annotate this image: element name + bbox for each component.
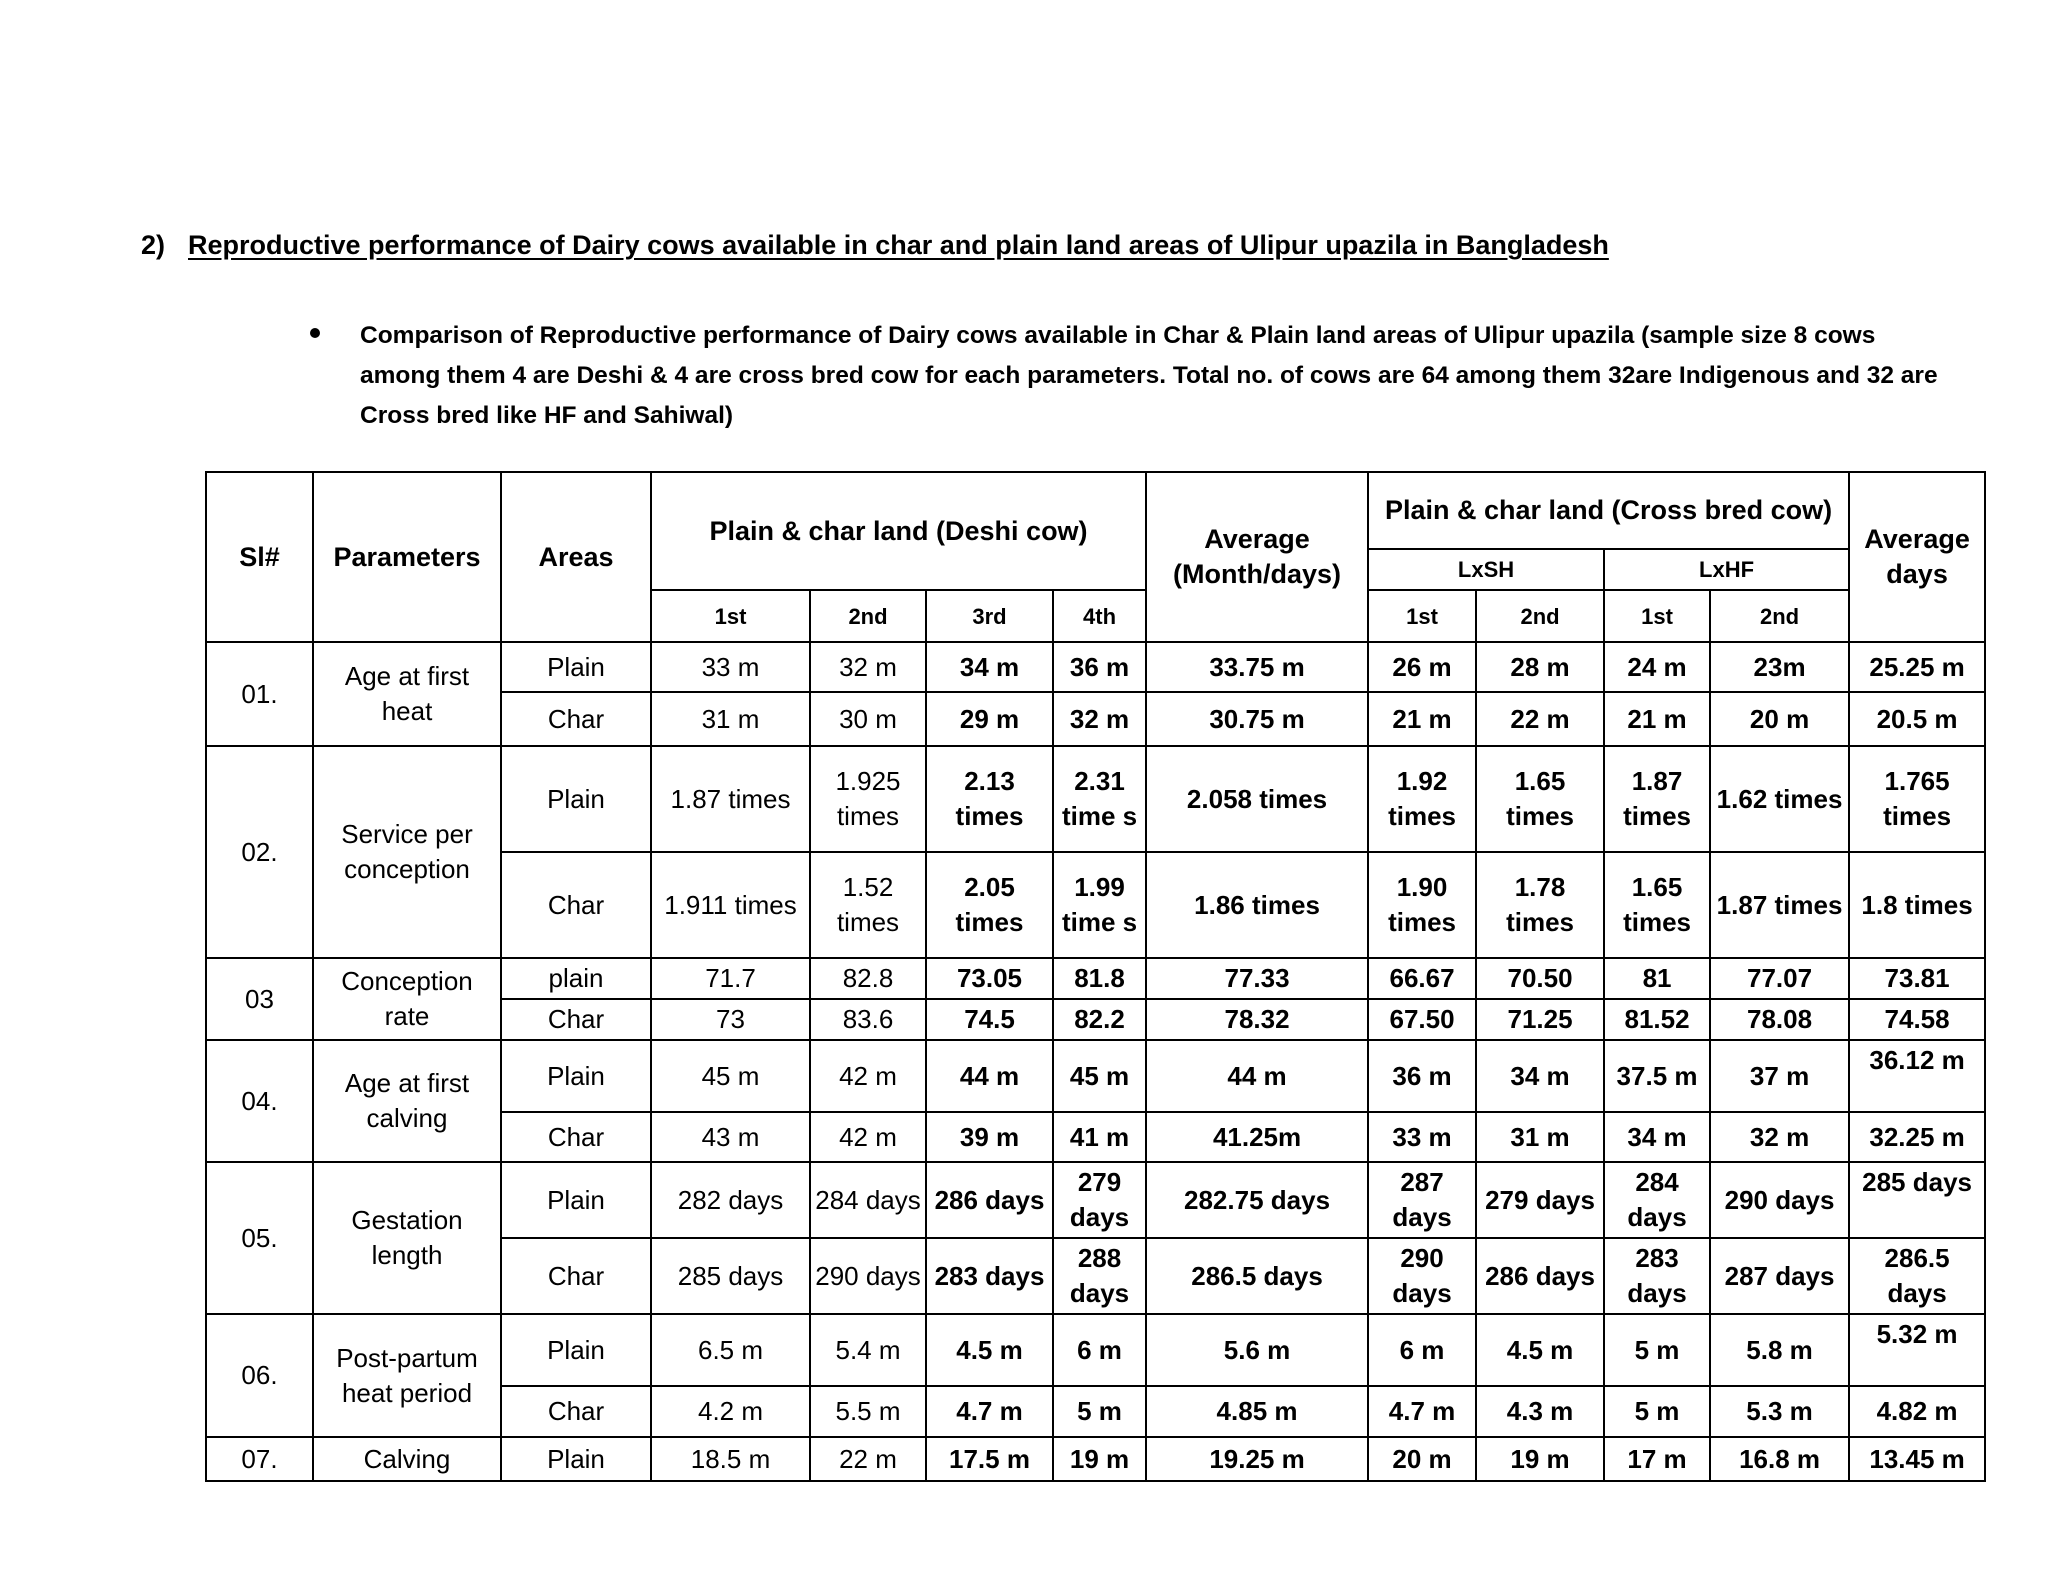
- row-area: Plain: [501, 1314, 651, 1386]
- row-parameter: Age at first heat: [313, 642, 501, 746]
- deshi-average-cell: 30.75 m: [1146, 692, 1368, 746]
- section-number: 2): [141, 230, 166, 260]
- deshi-value-cell: 5.4 m: [810, 1314, 926, 1386]
- col-header-parameters: Parameters: [313, 472, 501, 642]
- cross-value-cell: 1.92 times: [1368, 746, 1476, 852]
- cross-value-cell: 34 m: [1476, 1040, 1604, 1112]
- cross-value-cell: 70.50: [1476, 958, 1604, 999]
- deshi-value-cell: 285 days: [651, 1238, 810, 1314]
- deshi-value-cell: 29 m: [926, 692, 1053, 746]
- bullet-icon: [310, 328, 320, 338]
- deshi-value-cell: 41 m: [1053, 1112, 1146, 1162]
- deshi-value-cell: 18.5 m: [651, 1437, 810, 1481]
- row-area: Char: [501, 852, 651, 958]
- deshi-value-cell: 43 m: [651, 1112, 810, 1162]
- row-parameter: Service per conception: [313, 746, 501, 958]
- row-sl-number: 04.: [206, 1040, 313, 1162]
- table-row: [206, 1162, 1985, 1238]
- table-row: [206, 746, 1985, 852]
- col-header-deshi-4th: 4th: [1053, 590, 1146, 642]
- deshi-value-cell: 1.52 times: [810, 852, 926, 958]
- cross-value-cell: 284 days: [1604, 1162, 1710, 1238]
- cross-value-cell: 81: [1604, 958, 1710, 999]
- deshi-value-cell: 5.5 m: [810, 1386, 926, 1437]
- cross-value-cell: 66.67: [1368, 958, 1476, 999]
- deshi-average-cell: 19.25 m: [1146, 1437, 1368, 1481]
- deshi-value-cell: 71.7: [651, 958, 810, 999]
- cross-value-cell: 20 m: [1710, 692, 1849, 746]
- deshi-value-cell: 284 days: [810, 1162, 926, 1238]
- deshi-value-cell: 45 m: [1053, 1040, 1146, 1112]
- cross-value-cell: 16.8 m: [1710, 1437, 1849, 1481]
- cross-average-cell: 13.45 m: [1849, 1437, 1985, 1481]
- deshi-value-cell: 36 m: [1053, 642, 1146, 692]
- cross-average-cell: 5.32 m: [1849, 1314, 1985, 1386]
- deshi-value-cell: 2.31 time s: [1053, 746, 1146, 852]
- deshi-value-cell: 6 m: [1053, 1314, 1146, 1386]
- cross-value-cell: 4.7 m: [1368, 1386, 1476, 1437]
- cross-average-cell: 286.5 days: [1849, 1238, 1985, 1314]
- cross-value-cell: 287 days: [1710, 1238, 1849, 1314]
- row-sl-number: 02.: [206, 746, 313, 958]
- row-parameter: Gestation length: [313, 1162, 501, 1314]
- cross-value-cell: 4.3 m: [1476, 1386, 1604, 1437]
- table-row: [206, 1040, 1985, 1112]
- cross-value-cell: 21 m: [1604, 692, 1710, 746]
- deshi-value-cell: 83.6: [810, 999, 926, 1040]
- bullet-note: [310, 316, 1950, 436]
- row-parameter: Calving: [313, 1437, 501, 1481]
- deshi-value-cell: 31 m: [651, 692, 810, 746]
- cross-average-cell: 36.12 m: [1849, 1040, 1985, 1112]
- header-row-1: [206, 472, 1985, 549]
- col-header-deshi-2nd: 2nd: [810, 590, 926, 642]
- table-row: [206, 1314, 1985, 1386]
- col-header-lxhf-1st: 1st: [1604, 590, 1710, 642]
- cross-value-cell: 286 days: [1476, 1238, 1604, 1314]
- deshi-value-cell: 283 days: [926, 1238, 1053, 1314]
- cross-value-cell: 77.07: [1710, 958, 1849, 999]
- deshi-value-cell: 282 days: [651, 1162, 810, 1238]
- deshi-value-cell: 74.5: [926, 999, 1053, 1040]
- deshi-average-cell: 286.5 days: [1146, 1238, 1368, 1314]
- deshi-value-cell: 1.911 times: [651, 852, 810, 958]
- cross-average-cell: 73.81: [1849, 958, 1985, 999]
- deshi-value-cell: 1.925 times: [810, 746, 926, 852]
- cross-average-cell: 20.5 m: [1849, 692, 1985, 746]
- reproductive-performance-table: [205, 471, 1986, 1482]
- deshi-value-cell: 17.5 m: [926, 1437, 1053, 1481]
- cross-value-cell: 32 m: [1710, 1112, 1849, 1162]
- cross-value-cell: 290 days: [1368, 1238, 1476, 1314]
- cross-value-cell: 28 m: [1476, 642, 1604, 692]
- row-sl-number: 06.: [206, 1314, 313, 1437]
- deshi-average-cell: 282.75 days: [1146, 1162, 1368, 1238]
- deshi-value-cell: 34 m: [926, 642, 1053, 692]
- cross-value-cell: 81.52: [1604, 999, 1710, 1040]
- deshi-value-cell: 42 m: [810, 1040, 926, 1112]
- deshi-value-cell: 42 m: [810, 1112, 926, 1162]
- deshi-value-cell: 45 m: [651, 1040, 810, 1112]
- cross-value-cell: 4.5 m: [1476, 1314, 1604, 1386]
- cross-value-cell: 20 m: [1368, 1437, 1476, 1481]
- cross-value-cell: 24 m: [1604, 642, 1710, 692]
- cross-average-cell: 1.8 times: [1849, 852, 1985, 958]
- col-header-lxhf-2nd: 2nd: [1710, 590, 1849, 642]
- col-header-lxsh: LxSH: [1368, 549, 1604, 590]
- deshi-value-cell: 6.5 m: [651, 1314, 810, 1386]
- cross-average-cell: 1.765 times: [1849, 746, 1985, 852]
- section-heading: [141, 230, 1609, 261]
- deshi-value-cell: 44 m: [926, 1040, 1053, 1112]
- deshi-value-cell: 30 m: [810, 692, 926, 746]
- deshi-value-cell: 32 m: [810, 642, 926, 692]
- cross-value-cell: 26 m: [1368, 642, 1476, 692]
- row-area: Char: [501, 999, 651, 1040]
- cross-value-cell: 17 m: [1604, 1437, 1710, 1481]
- deshi-value-cell: 19 m: [1053, 1437, 1146, 1481]
- deshi-value-cell: 81.8: [1053, 958, 1146, 999]
- cross-value-cell: 5 m: [1604, 1314, 1710, 1386]
- row-area: Char: [501, 1112, 651, 1162]
- cross-value-cell: 67.50: [1368, 999, 1476, 1040]
- deshi-average-cell: 77.33: [1146, 958, 1368, 999]
- deshi-value-cell: 73: [651, 999, 810, 1040]
- cross-value-cell: 19 m: [1476, 1437, 1604, 1481]
- deshi-value-cell: 1.99 time s: [1053, 852, 1146, 958]
- col-header-deshi-group: Plain & char land (Deshi cow): [651, 472, 1146, 590]
- row-sl-number: 03: [206, 958, 313, 1040]
- row-area: Char: [501, 1238, 651, 1314]
- col-header-areas: Areas: [501, 472, 651, 642]
- col-header-lxsh-1st: 1st: [1368, 590, 1476, 642]
- cross-value-cell: 21 m: [1368, 692, 1476, 746]
- deshi-value-cell: 39 m: [926, 1112, 1053, 1162]
- cross-value-cell: 71.25: [1476, 999, 1604, 1040]
- deshi-value-cell: 288 days: [1053, 1238, 1146, 1314]
- col-header-lxhf: LxHF: [1604, 549, 1849, 590]
- cross-value-cell: 34 m: [1604, 1112, 1710, 1162]
- cross-value-cell: 287 days: [1368, 1162, 1476, 1238]
- col-header-sl: Sl#: [206, 472, 313, 642]
- row-area: Plain: [501, 642, 651, 692]
- cross-average-cell: 4.82 m: [1849, 1386, 1985, 1437]
- cross-value-cell: 1.78 times: [1476, 852, 1604, 958]
- deshi-average-cell: 5.6 m: [1146, 1314, 1368, 1386]
- deshi-value-cell: 290 days: [810, 1238, 926, 1314]
- row-area: Char: [501, 1386, 651, 1437]
- cross-value-cell: 37.5 m: [1604, 1040, 1710, 1112]
- deshi-value-cell: 4.5 m: [926, 1314, 1053, 1386]
- deshi-value-cell: 73.05: [926, 958, 1053, 999]
- cross-value-cell: 1.87 times: [1604, 746, 1710, 852]
- row-area: Plain: [501, 1437, 651, 1481]
- cross-value-cell: 5.8 m: [1710, 1314, 1849, 1386]
- deshi-value-cell: 82.2: [1053, 999, 1146, 1040]
- table-row: [206, 958, 1985, 999]
- deshi-value-cell: 4.2 m: [651, 1386, 810, 1437]
- cross-value-cell: 5 m: [1604, 1386, 1710, 1437]
- cross-value-cell: 1.65 times: [1476, 746, 1604, 852]
- cross-average-cell: 32.25 m: [1849, 1112, 1985, 1162]
- col-header-deshi-1st: 1st: [651, 590, 810, 642]
- cross-value-cell: 78.08: [1710, 999, 1849, 1040]
- row-sl-number: 01.: [206, 642, 313, 746]
- cross-value-cell: 23m: [1710, 642, 1849, 692]
- deshi-value-cell: 32 m: [1053, 692, 1146, 746]
- deshi-average-cell: 41.25m: [1146, 1112, 1368, 1162]
- cross-average-cell: 285 days: [1849, 1162, 1985, 1238]
- col-header-average-deshi: Average (Month/days): [1146, 472, 1368, 642]
- row-area: plain: [501, 958, 651, 999]
- cross-value-cell: 33 m: [1368, 1112, 1476, 1162]
- deshi-average-cell: 78.32: [1146, 999, 1368, 1040]
- deshi-value-cell: 82.8: [810, 958, 926, 999]
- row-parameter: Post-partum heat period: [313, 1314, 501, 1437]
- cross-value-cell: 6 m: [1368, 1314, 1476, 1386]
- deshi-value-cell: 33 m: [651, 642, 810, 692]
- deshi-value-cell: 5 m: [1053, 1386, 1146, 1437]
- cross-value-cell: 290 days: [1710, 1162, 1849, 1238]
- cross-value-cell: 1.62 times: [1710, 746, 1849, 852]
- cross-value-cell: 22 m: [1476, 692, 1604, 746]
- table-row: [206, 642, 1985, 692]
- col-header-lxsh-2nd: 2nd: [1476, 590, 1604, 642]
- row-parameter: Conception rate: [313, 958, 501, 1040]
- cross-value-cell: 283 days: [1604, 1238, 1710, 1314]
- deshi-average-cell: 4.85 m: [1146, 1386, 1368, 1437]
- col-header-average-cross: Average days: [1849, 472, 1985, 642]
- row-area: Plain: [501, 1162, 651, 1238]
- cross-value-cell: 5.3 m: [1710, 1386, 1849, 1437]
- row-area: Plain: [501, 746, 651, 852]
- deshi-average-cell: 1.86 times: [1146, 852, 1368, 958]
- row-sl-number: 07.: [206, 1437, 313, 1481]
- deshi-value-cell: 286 days: [926, 1162, 1053, 1238]
- deshi-value-cell: 4.7 m: [926, 1386, 1053, 1437]
- deshi-value-cell: 279 days: [1053, 1162, 1146, 1238]
- cross-value-cell: 1.90 times: [1368, 852, 1476, 958]
- row-parameter: Age at first calving: [313, 1040, 501, 1162]
- cross-value-cell: 1.65 times: [1604, 852, 1710, 958]
- deshi-value-cell: 2.13 times: [926, 746, 1053, 852]
- note-text: Comparison of Reproductive performance of Dairy cows available in Char & Plain land areas of Ulipur upazila (sample size 8 cows among them 4 are Deshi & 4 are cross bred cow for each parameters. Total no. of cows are 64 among them 32are Indigenous and 32 are Cross bred like HF and Sahiwal): [360, 322, 1938, 429]
- row-area: Plain: [501, 1040, 651, 1112]
- cross-average-cell: 74.58: [1849, 999, 1985, 1040]
- col-header-cross-group: Plain & char land (Cross bred cow): [1368, 472, 1849, 549]
- cross-value-cell: 279 days: [1476, 1162, 1604, 1238]
- cross-average-cell: 25.25 m: [1849, 642, 1985, 692]
- cross-value-cell: 37 m: [1710, 1040, 1849, 1112]
- section-title: Reproductive performance of Dairy cows available in char and plain land areas of Ulipur upazila in Bangladesh: [188, 230, 1609, 260]
- deshi-value-cell: 1.87 times: [651, 746, 810, 852]
- cross-value-cell: 1.87 times: [1710, 852, 1849, 958]
- deshi-average-cell: 44 m: [1146, 1040, 1368, 1112]
- deshi-value-cell: 22 m: [810, 1437, 926, 1481]
- col-header-deshi-3rd: 3rd: [926, 590, 1053, 642]
- deshi-average-cell: 33.75 m: [1146, 642, 1368, 692]
- cross-value-cell: 31 m: [1476, 1112, 1604, 1162]
- row-area: Char: [501, 692, 651, 746]
- row-sl-number: 05.: [206, 1162, 313, 1314]
- table-row: [206, 1437, 1985, 1481]
- deshi-average-cell: 2.058 times: [1146, 746, 1368, 852]
- cross-value-cell: 36 m: [1368, 1040, 1476, 1112]
- deshi-value-cell: 2.05 times: [926, 852, 1053, 958]
